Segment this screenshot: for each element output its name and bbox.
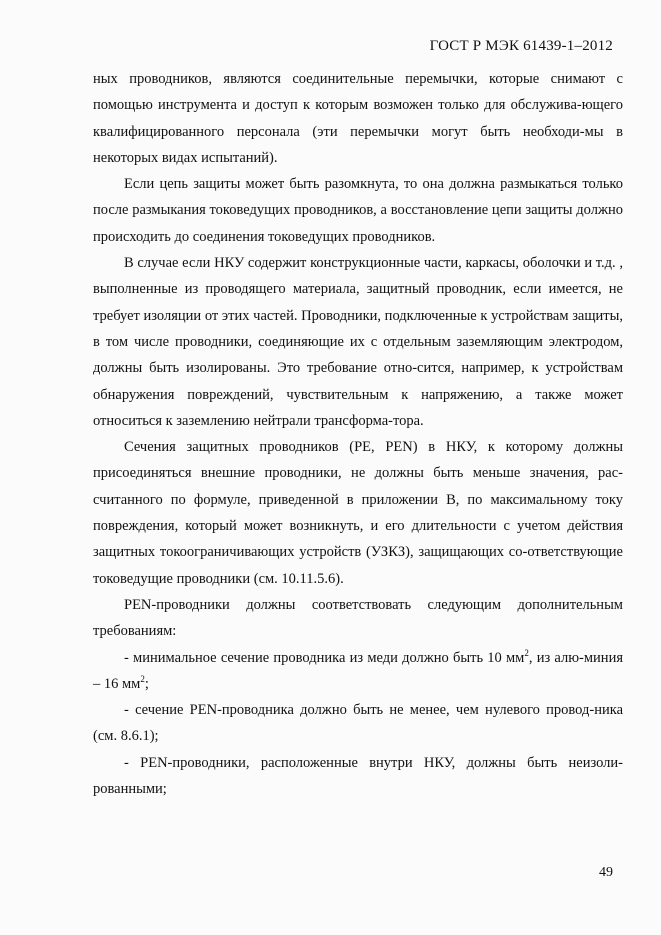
paragraph-conductive-parts: В случае если НКУ содержит конструкционные части, каркасы, оболочки и т.д. , выполненные из проводящего материала, защитный проводник, если имеется, не требует изоляции от этих частей. Проводники, подключенные к устройствам защиты, в том числе проводники, соединяющие их с отдельным заземляющим электродом, должны быть изолированы. Это требование отно-сится, например, к устройствам обнаружения повреждений, чувствительным к напряжению, а также может относиться к заземлению нейтрали трансформа-тора.	[93, 255, 623, 429]
list-item-minimum-section-part-3: ;	[144, 675, 149, 692]
list-item-uninsulated-pen: - PEN-проводники, расположенные внутри НКУ, должны быть неизоли-рованными;	[93, 754, 623, 798]
list-item-minimum-section-part-1: - минимальное сечение проводника из меди должно быть 10 мм	[124, 649, 525, 666]
standard-header: ГОСТ Р МЭК 61439-1–2012	[429, 38, 613, 54]
paragraph-continuation: ных проводников, являются соединительные перемычки, которые снимают с помощью инструмента и доступ к которым возможен только для обслужива-ющего квалифицированного персонала (эти перемычки могут быть необходи-мы в некоторых видах испытаний).	[93, 71, 623, 166]
page-number: 49	[599, 865, 613, 880]
list-item-minimum-section	[93, 645, 623, 698]
square-superscript: 2	[524, 647, 529, 658]
paragraph-circuit-opening: Если цепь защиты может быть разомкнута, то она должна размыкаться только после размыкания токоведущих проводников, а восстановление цепи защиты должно происходить до соединения токоведущих проводников.	[93, 176, 623, 245]
list-item-minimum-section-part-2: , из алю-миния – 16 мм	[93, 649, 624, 692]
list-item-neutral-section: - сечение PEN-проводника должно быть не менее, чем нулевого провод-ника (см. 8.6.1);	[93, 702, 623, 745]
page-body	[93, 66, 623, 802]
paragraph-protective-sections: Сечения защитных проводников (PE, PEN) в НКУ, к которому должны присоединяться внешние проводники, не должны быть меньше значения, рас-считанного по формуле, приведенной в приложении В, по максимальному току повреждения, который может возникнуть, и его длительности с учетом действия защитных токоограничивающих устройств (УЗКЗ), защищающих со-ответствующие токоведущие проводники (см. 10.11.5.6).	[93, 439, 623, 587]
paragraph-pen-requirements: PEN-проводники должны соответствовать следующим дополнительным требованиям:	[93, 596, 623, 640]
square-superscript: 2	[140, 674, 145, 684]
